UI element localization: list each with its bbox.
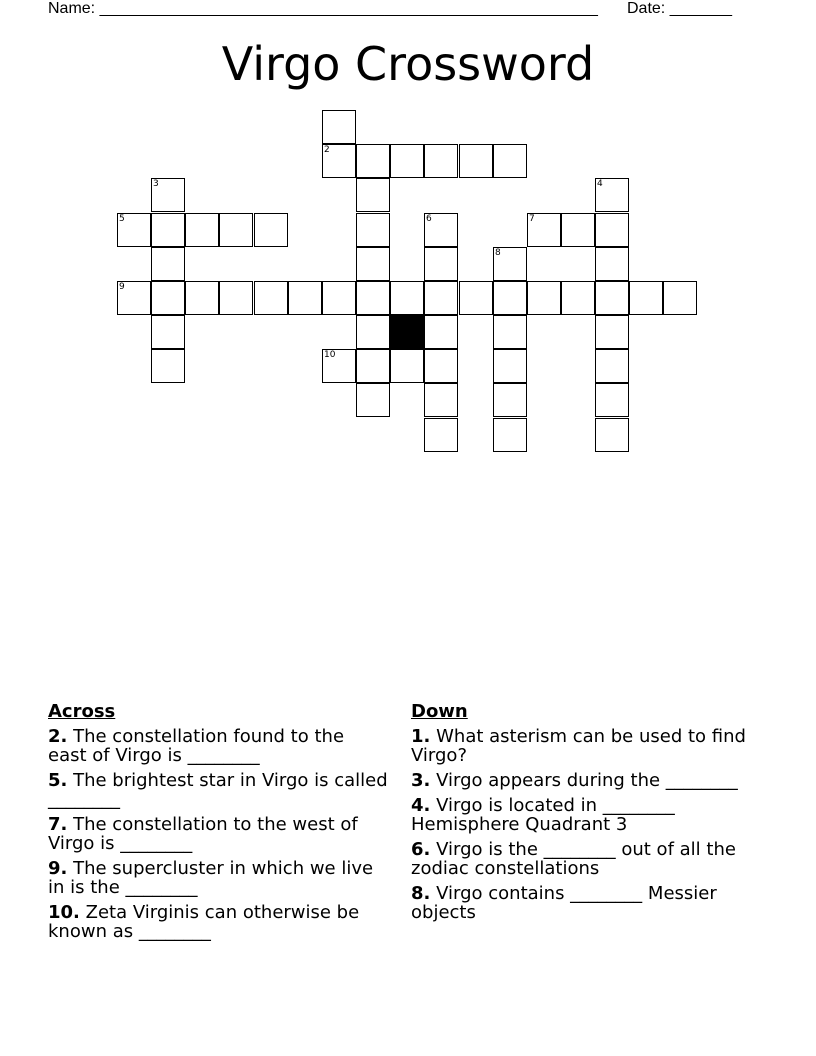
crossword-cell[interactable] <box>185 281 219 315</box>
clue-number-label: 7 <box>529 214 535 224</box>
crossword-cell[interactable] <box>493 144 527 178</box>
clue-number: 1. <box>411 726 431 747</box>
crossword-cell[interactable] <box>356 315 390 349</box>
clue-number-label: 5 <box>119 214 125 224</box>
crossword-cell[interactable] <box>527 281 561 315</box>
crossword-cell[interactable] <box>151 349 185 383</box>
down-clue <box>411 840 751 878</box>
crossword-cell[interactable] <box>595 315 629 349</box>
down-clue <box>411 771 751 790</box>
clue-number: 4. <box>411 795 431 816</box>
crossword-cell[interactable] <box>117 281 151 315</box>
crossword-cell[interactable] <box>219 213 253 247</box>
crossword-cell[interactable] <box>493 383 527 417</box>
crossword-cell[interactable] <box>595 418 629 452</box>
clue-number: 2. <box>48 726 68 747</box>
crossword-cell[interactable] <box>663 281 697 315</box>
down-clue <box>411 727 751 765</box>
across-clue <box>48 727 388 765</box>
crossword-cell[interactable] <box>254 281 288 315</box>
clue-number: 10. <box>48 902 80 923</box>
crossword-grid <box>0 0 816 470</box>
crossword-cell[interactable] <box>595 178 629 212</box>
clue-number: 3. <box>411 770 431 791</box>
crossword-cell[interactable] <box>424 247 458 281</box>
clue-text: Virgo contains ________ Messier objects <box>411 883 717 923</box>
crossword-cell[interactable] <box>459 281 493 315</box>
clue-number-label: 6 <box>426 214 432 224</box>
clue-text: What asterism can be used to find Virgo? <box>411 726 746 766</box>
clue-number-label: 4 <box>597 179 603 189</box>
crossword-cell[interactable] <box>424 213 458 247</box>
clue-number-label: 8 <box>495 248 501 258</box>
crossword-cell[interactable] <box>322 349 356 383</box>
clue-text: Zeta Virginis can otherwise be known as ________ <box>48 902 360 942</box>
across-clue <box>48 815 388 853</box>
crossword-cell[interactable] <box>527 213 561 247</box>
clue-number-label: 2 <box>324 145 330 155</box>
down-clue <box>411 796 751 834</box>
crossword-cell[interactable] <box>185 213 219 247</box>
clue-text: The constellation found to the east of Virgo is ________ <box>48 726 345 766</box>
crossword-cell[interactable] <box>595 383 629 417</box>
crossword-cell[interactable] <box>254 213 288 247</box>
crossword-cell[interactable] <box>151 281 185 315</box>
crossword-cell[interactable] <box>151 247 185 281</box>
page-title: Virgo Crossword <box>221 37 595 91</box>
clue-number: 8. <box>411 883 431 904</box>
crossword-cell[interactable] <box>595 247 629 281</box>
crossword-cell[interactable] <box>390 144 424 178</box>
clue-text: Virgo appears during the ________ <box>436 770 738 791</box>
crossword-cell[interactable] <box>356 383 390 417</box>
crossword-cell[interactable] <box>595 349 629 383</box>
crossword-cell[interactable] <box>493 349 527 383</box>
across-clue <box>48 903 388 941</box>
down-clues <box>411 702 751 928</box>
crossword-cell[interactable] <box>629 281 663 315</box>
across-clue <box>48 859 388 897</box>
crossword-cell[interactable] <box>356 178 390 212</box>
crossword-cell[interactable] <box>356 247 390 281</box>
crossword-cell[interactable] <box>390 349 424 383</box>
clue-number: 6. <box>411 839 431 860</box>
clue-text: Virgo is the ________ out of all the zodiac constellations <box>411 839 736 879</box>
crossword-cell[interactable] <box>151 213 185 247</box>
crossword-cell[interactable] <box>595 281 629 315</box>
crossword-cell[interactable] <box>493 247 527 281</box>
crossword-cell[interactable] <box>322 110 356 144</box>
across-heading: Across <box>48 701 116 722</box>
crossword-cell[interactable] <box>424 315 458 349</box>
crossword-cell[interactable] <box>424 281 458 315</box>
clue-text: Virgo is located in ________ Hemisphere Quadrant 3 <box>411 795 675 835</box>
clue-number: 7. <box>48 814 68 835</box>
across-clues <box>48 702 388 947</box>
clue-number: 5. <box>48 770 68 791</box>
clue-number-label: 9 <box>119 282 125 292</box>
crossword-block-cell <box>390 315 424 349</box>
down-heading: Down <box>411 701 468 722</box>
clue-text: The supercluster in which we live in is the ________ <box>48 858 374 898</box>
crossword-cell[interactable] <box>493 315 527 349</box>
crossword-cell[interactable] <box>356 213 390 247</box>
crossword-cell[interactable] <box>561 281 595 315</box>
clue-number: 9. <box>48 858 68 879</box>
crossword-cell[interactable] <box>493 281 527 315</box>
name-field: Name: ________________________________________________________ <box>48 0 598 17</box>
crossword-cell[interactable] <box>356 281 390 315</box>
date-field: Date: _______ <box>627 0 732 17</box>
clue-text: The constellation to the west of Virgo is ________ <box>48 814 358 854</box>
crossword-cell[interactable] <box>459 144 493 178</box>
crossword-cell[interactable] <box>595 213 629 247</box>
crossword-cell[interactable] <box>288 281 322 315</box>
crossword-cell[interactable] <box>424 144 458 178</box>
crossword-cell[interactable] <box>117 213 151 247</box>
clue-number-label: 10 <box>324 350 336 360</box>
crossword-cell[interactable] <box>561 213 595 247</box>
crossword-cell[interactable] <box>151 315 185 349</box>
crossword-cell[interactable] <box>390 281 424 315</box>
crossword-cell[interactable] <box>219 281 253 315</box>
crossword-cell[interactable] <box>493 418 527 452</box>
clue-number-label: 3 <box>153 179 159 189</box>
crossword-cell[interactable] <box>151 178 185 212</box>
down-clue <box>411 884 751 922</box>
crossword-cell[interactable] <box>424 418 458 452</box>
crossword-cell[interactable] <box>322 281 356 315</box>
crossword-cell[interactable] <box>424 349 458 383</box>
crossword-cell[interactable] <box>356 349 390 383</box>
crossword-cell[interactable] <box>424 383 458 417</box>
clue-text: The brightest star in Virgo is called ________ <box>48 770 388 810</box>
across-clue <box>48 771 388 809</box>
crossword-cell[interactable] <box>356 144 390 178</box>
crossword-cell[interactable] <box>322 144 356 178</box>
